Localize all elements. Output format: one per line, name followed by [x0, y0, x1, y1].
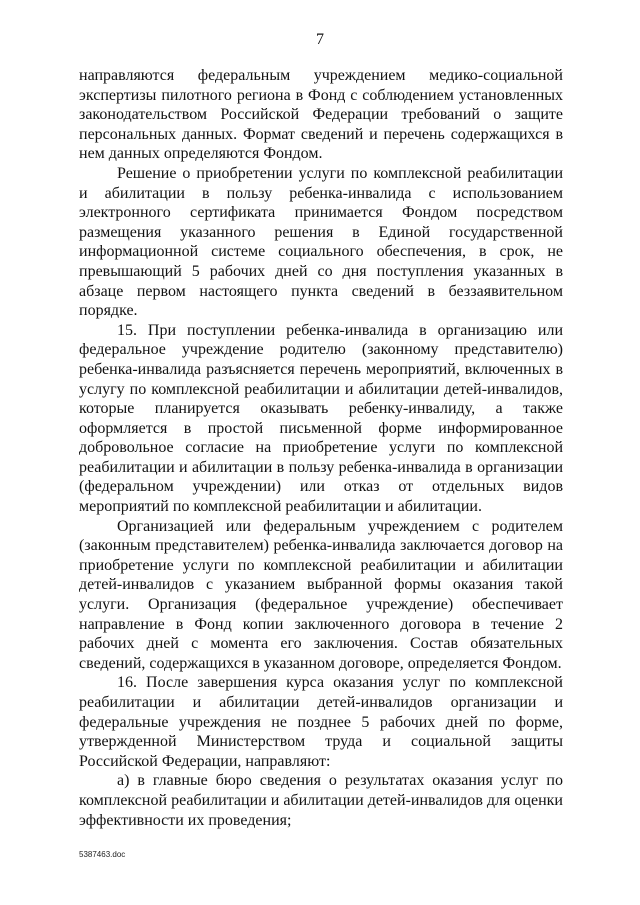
document-file-id: 5387463.doc: [79, 850, 126, 859]
paragraph-subitem-a: а) в главные бюро сведения о результатах оказания услуг по комплексной реабилитации и абилитации детей-инвалидов для оценки эффективности их проведения;: [79, 772, 563, 829]
paragraph-intro-continuation: направляются федеральным учреждением медико-социальной экспертизы пилотного региона в Фонд с соблюдением установленных законодательством Российской Федерации требований о защите персональных данных. Формат сведений и перечень содержащихся в нем данных определяются Фондом.: [79, 67, 563, 163]
paragraph-item-16: 16. После завершения курса оказания услуг по комплексной реабилитации и абилитации детей-инвалидов организации и федеральные учреждения не позднее 5 рабочих дней по форме, утвержденной Министерством труда и социальной защиты Российской Федерации, направляют:: [79, 674, 563, 770]
paragraph-contract: Организацией или федеральным учреждением с родителем (законным представителем) ребенка-инвалида заключается договор на приобретение услуги по комплексной реабилитации и абилитации детей-инвалидов с указанием выбранной формы оказания такой услуги. Организация (федеральное учреждение) обеспечивает направление в Фонд копии заключенного договора в течение 2 рабочих дней с момента его заключения. Состав обязательных сведений, содержащихся в указанном договоре, определяется Фондом.: [79, 517, 563, 672]
document-body: [79, 66, 563, 830]
paragraph-item-15: 15. При поступлении ребенка-инвалида в организацию или федеральное учреждение родителю (законному представителю) ребенка-инвалида разъясняется перечень мероприятий, включенных в услугу по комплексной реабилитации и абилитации детей-инвалидов, которые планируется оказывать ребенку-инвалиду, а также оформляется в простой письменной форме информированное добровольное согласие на приобретение услуги по комплексной реабилитации и абилитации в пользу ребенка-инвалида в организации (федеральном учреждении) или отказ от отдельных видов мероприятий по комплексной реабилитации и абилитации.: [79, 321, 563, 516]
paragraph-decision: Решение о приобретении услуги по комплексной реабилитации и абилитации в пользу ребенка-инвалида с использованием электронного сертификата принимается Фондом посредством размещения указанного решения в Единой государственной информационной системе социального обеспечения, в срок, не превышающий 5 рабочих дней со дня поступления указанных в абзаце первом настоящего пункта сведений в беззаявительном порядке.: [79, 164, 563, 320]
page-number: 7: [316, 31, 324, 48]
